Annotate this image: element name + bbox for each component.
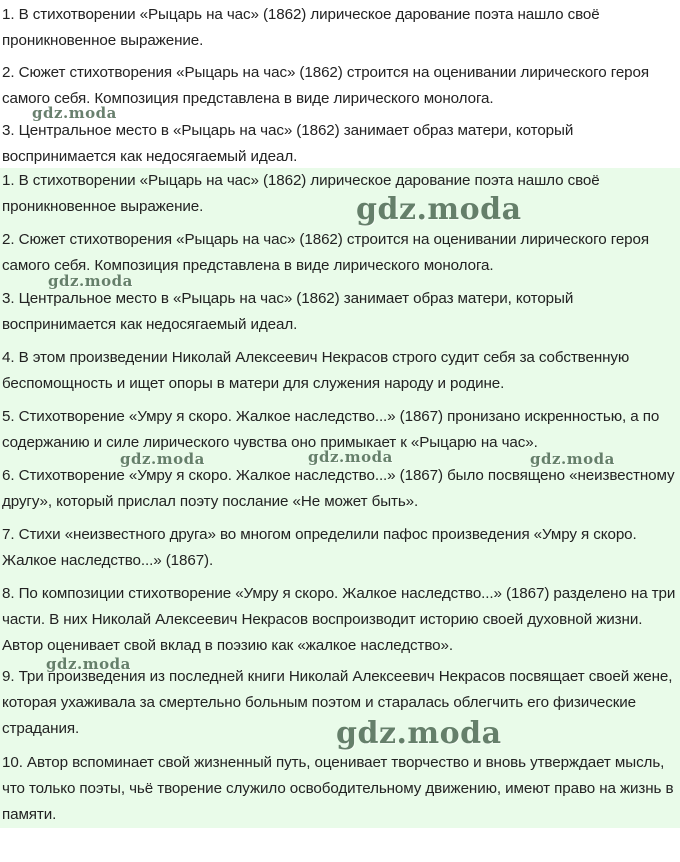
main-paragraph-1: 1. В стихотворении «Рыцарь на час» (1862) лирическое дарование поэта нашло своё проникновенное выражение. — [2, 172, 600, 215]
watermark: gdz.moda — [32, 104, 117, 122]
watermark: gdz.moda — [308, 448, 393, 466]
top-paragraph-2: 2. Сюжет стихотворения «Рыцарь на час» (1862) строится на оценивании лирического героя самого себя. Композиция представлена в виде лирического монолога. — [2, 64, 649, 107]
main-paragraph-9: 9. Три произведения из последней книги Николай Алексеевич Некрасов посвящает своей жене, которая ухаживала за смертельно больным поэтом и старалась облегчить его физические страдания. — [2, 668, 673, 737]
watermark: gdz.moda — [336, 716, 502, 751]
watermark: gdz.moda — [356, 192, 522, 227]
watermark: gdz.moda — [120, 450, 205, 468]
main-paragraph-5: 5. Стихотворение «Умру я скоро. Жалкое наследство...» (1867) пронизано искренностью, а по содержанию и силе лирического чувства оно примыкает к «Рыцарю на час». — [2, 408, 660, 451]
main-paragraph-8: 8. По композиции стихотворение «Умру я скоро. Жалкое наследство...» (1867) разделено на три части. В них Николай Алексеевич Некрасов воспроизводит историю своей духовной жизни. Автор оценивает свой вклад в поэзию как «жалкое наследство». — [2, 585, 676, 654]
main-paragraph-4: 4. В этом произведении Николай Алексеевич Некрасов строго судит себя за собственную беспомощность и ищет опоры в матери для служения народу и родине. — [2, 349, 630, 392]
watermark: gdz.moda — [530, 450, 615, 468]
main-paragraph-2: 2. Сюжет стихотворения «Рыцарь на час» (1862) строится на оценивании лирического героя самого себя. Композиция представлена в виде лирического монолога. — [2, 231, 649, 274]
top-paragraph-1: 1. В стихотворении «Рыцарь на час» (1862) лирическое дарование поэта нашло своё проникновенное выражение. — [2, 6, 600, 49]
main-paragraph-10: 10. Автор вспоминает свой жизненный путь, оценивает творчество и вновь утверждает мысль, что только поэты, чьё творение служило освободительному движению, имеют право на жизнь в памяти. — [2, 754, 674, 823]
watermark: gdz.moda — [48, 272, 133, 290]
watermark: gdz.moda — [46, 655, 131, 673]
main-paragraph-3: 3. Центральное место в «Рыцарь на час» (1862) занимает образ матери, который воспринимается как недосягаемый идеал. — [2, 290, 574, 333]
main-paragraph-6: 6. Стихотворение «Умру я скоро. Жалкое наследство...» (1867) было посвящено «неизвестному другу», который прислал поэту послание «Не может быть». — [2, 467, 675, 510]
main-paragraph-7: 7. Стихи «неизвестного друга» во многом определили пафос произведения «Умру я скоро. Жалкое наследство...» (1867). — [2, 526, 637, 569]
top-text-block — [0, 0, 680, 168]
top-paragraph-3: 3. Центральное место в «Рыцарь на час» (1862) занимает образ матери, который воспринимается как недосягаемый идеал. — [2, 122, 574, 165]
